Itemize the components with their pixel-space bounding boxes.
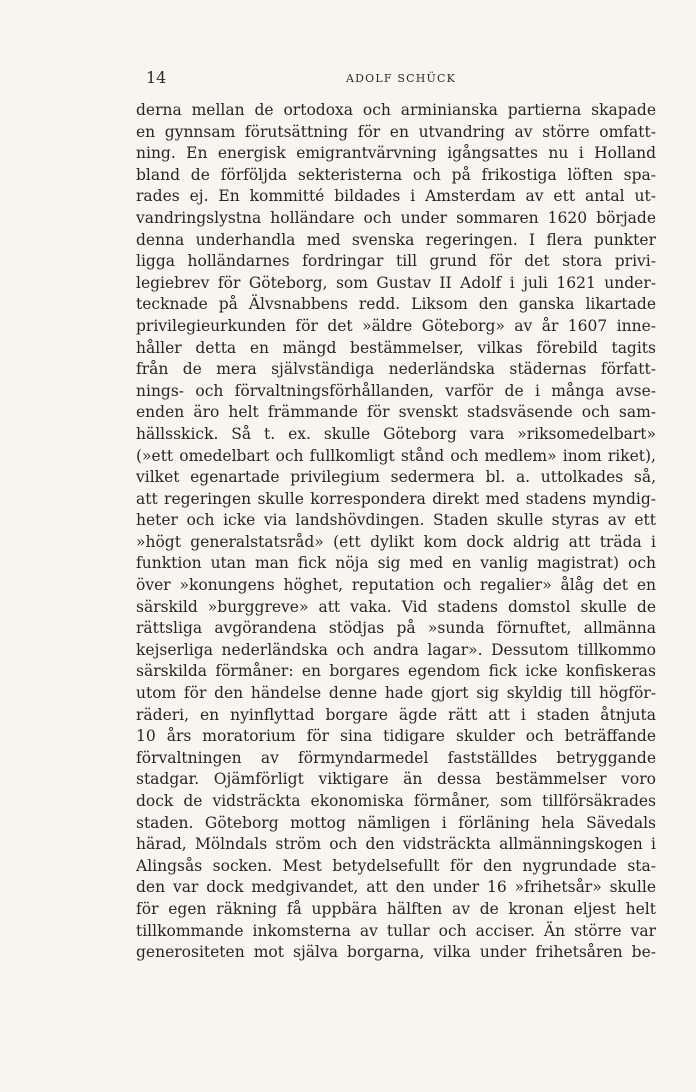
text-line: denna underhandla med svenska regeringen. I flera punkter [136,230,656,249]
text-line: härad, Mölndals ström och den vidsträckta allmänningskogen i [136,835,656,854]
text-line: för egen räkning få uppbära hälften av de kronan eljest helt [136,899,656,918]
text-line: håller detta en mängd bestämmelser, vilkas förebild tagits [136,338,656,357]
text-line: enden äro helt främmande för svenskt stadsväsende och sam- [136,403,656,422]
text-line: ligga holländarnes fordringar till grund för det stora privi- [136,252,656,271]
text-line: (»ett omedelbart och fullkomligt stånd och medlem» inom riket), [136,446,656,465]
page-number: 14 [146,68,167,87]
text-line: att regeringen skulle korrespondera direkt med stadens myndig- [136,489,656,508]
text-line: funktion utan man fick nöja sig med en vanlig magistrat) och [136,554,656,573]
text-line: derna mellan de ortodoxa och arminianska partierna skapade [136,101,656,119]
text-line: rades ej. En kommitté bildades i Amsterdam av ett antal ut- [136,187,656,206]
text-line: »högt generalstatsråd» (ett dylikt kom dock aldrig att träda i [136,532,656,551]
text-line: privilegieurkunden för det »äldre Göteborg» av år 1607 inne- [136,316,656,335]
text-line: stadgar. Ojämförligt viktigare än dessa bestämmelser voro [136,770,656,789]
text-line: räderi, en nyinflyttad borgare ägde rätt att i staden åtnjuta [136,705,656,724]
running-head: ADOLF SCHÜCK [346,72,457,85]
text-line: bland de förföljda sekteristerna och på frikostiga löften spa- [136,165,656,184]
text-line: 10 års moratorium för sina tidigare skulder och beträffande [136,727,656,746]
text-line: Alingsås socken. Mest betydelsefullt för den nygrundade sta- [136,856,656,875]
text-line: den var dock medgivandet, att den under 16 »frihetsår» skulle [136,878,656,897]
text-line: legiebrev för Göteborg, som Gustav II Adolf i juli 1621 under- [136,273,656,292]
text-line: dock de vidsträckta ekonomiska förmåner, som tillförsäkrades [136,792,656,810]
text-line: nings- och förvaltningsförhållanden, varför de i många avse- [136,381,656,400]
text-line: vandringslystna holländare och under sommaren 1620 började [136,208,656,227]
text-line: staden. Göteborg mottog nämligen i förläning hela Sävedals [136,813,656,832]
text-line: ning. En energisk emigrantvärvning igångsattes nu i Holland [136,144,656,163]
text-line: kejserliga nederländska och andra lagar». Dessutom tillkommo [136,640,656,659]
text-line: tecknade på Älvsnabbens redd. Liksom den ganska likartade [136,295,656,314]
text-line: utom för den händelse denne hade gjort sig skyldig till högför- [136,684,656,703]
text-line: rättsliga avgörandena stödjas på »sunda förnuftet, allmänna [136,619,656,638]
text-line: vilket egenartade privilegium sedermera bl. a. uttolkades så, [136,468,656,487]
text-line: förvaltningen av förmyndarmedel fastställdes betryggande [136,748,656,767]
text-line: särskilda förmåner: en borgares egendom fick icke konfiskeras [136,662,656,681]
text-line: från de mera självständiga nederländska städernas författ- [136,360,656,379]
text-line: tillkommande inkomsterna av tullar och acciser. Än större var [136,921,656,940]
page-header [146,68,646,90]
text-line: särskild »burggreve» att vaka. Vid stadens domstol skulle de [136,597,656,616]
text-line: en gynnsam förutsättning för en utvandring av större omfatt- [136,122,656,141]
text-line: hällsskick. Så t. ex. skulle Göteborg vara »riksomedelbart» [136,424,656,443]
body-paragraph [136,100,656,964]
text-line: heter och icke via landshövdingen. Staden skulle styras av ett [136,511,656,530]
text-line: generositeten mot själva borgarna, vilka under frihetsåren be- [136,943,656,962]
text-line: över »konungens höghet, reputation och regalier» ålåg det en [136,576,656,595]
